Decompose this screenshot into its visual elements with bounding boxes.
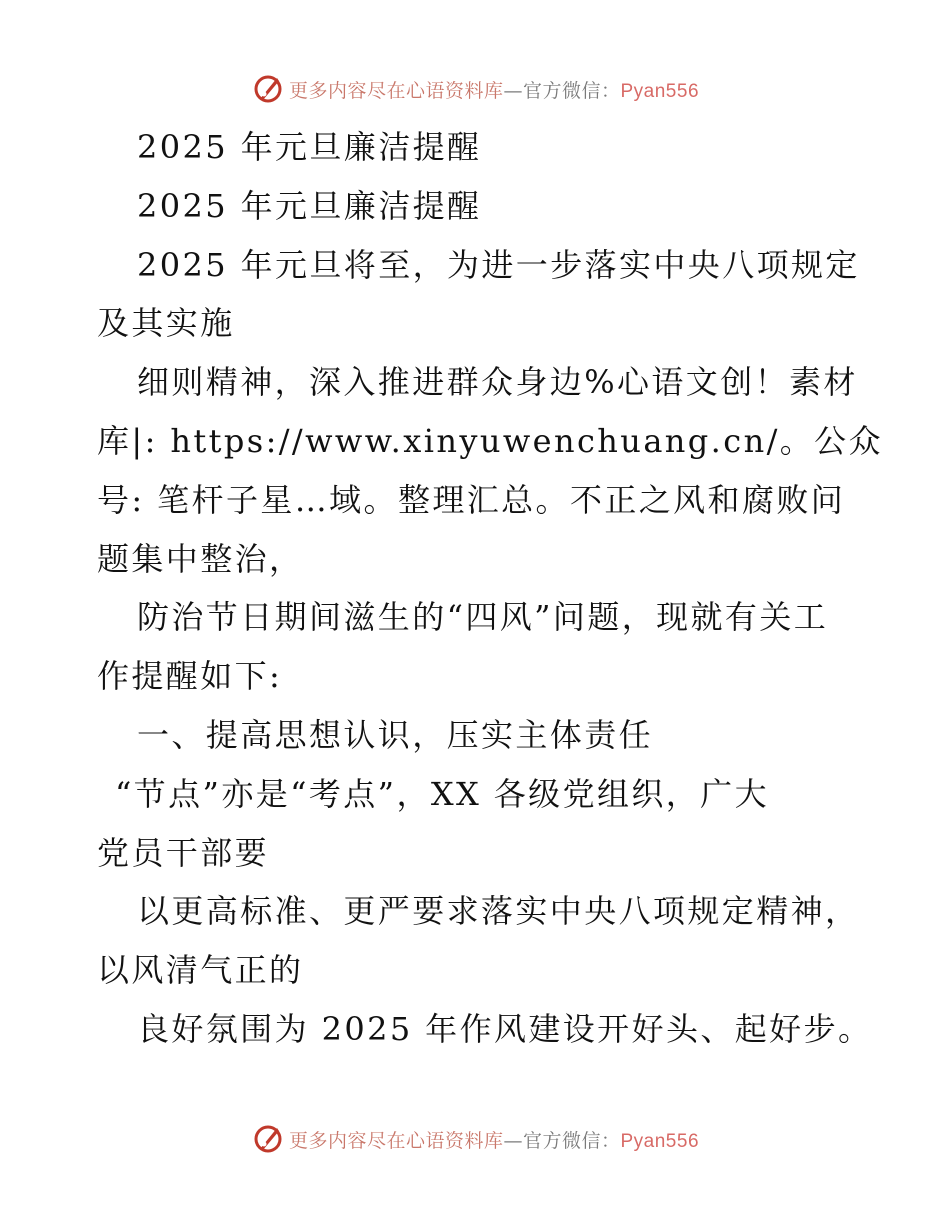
paragraph-line: 以风清气正的	[97, 951, 304, 990]
footer-banner	[0, 1122, 950, 1156]
doc-subtitle: 2025 年元旦廉洁提醒	[137, 186, 482, 225]
paragraph-line: 2025 年元旦将至，为进一步落实中央八项规定	[137, 245, 860, 284]
quill-pen-logo-icon	[251, 1122, 285, 1156]
banner-wechat-id: Pyan556	[620, 80, 700, 102]
section-heading: 一、提高思想认识，压实主体责任	[137, 715, 654, 754]
banner-brand: 更多内容尽在心语资料库	[288, 1129, 504, 1152]
paragraph-line: 良好氛围为 2025 年作风建设开好头、起好步。	[137, 1009, 873, 1048]
paragraph-line: 以更高标准、更严要求落实中央八项规定精神，	[137, 892, 860, 931]
banner-text	[289, 76, 699, 103]
paragraph-line: 及其实施	[97, 304, 235, 343]
banner-wechat-label: 官方微信：	[522, 79, 621, 102]
header-banner	[0, 72, 950, 106]
paragraph-line: 库|: https://www.xinyuwenchuang.cn/。公众	[97, 421, 883, 460]
banner-dash: —	[503, 79, 523, 102]
paragraph-line: 号: 笔杆子星…域。整理汇总。不正之风和腐败问	[97, 480, 846, 519]
banner-dash: —	[503, 1129, 523, 1152]
paragraph-line: 题集中整治，	[97, 539, 304, 578]
document-body	[97, 118, 883, 1059]
banner-wechat-label: 官方微信：	[522, 1129, 621, 1152]
paragraph-line: 防治节日期间滋生的“四风”问题，现就有关工	[137, 598, 829, 637]
paragraph-line: 细则精神，深入推进群众身边%心语文创！素材	[137, 363, 858, 402]
paragraph-line: “节点”亦是“考点”，XX 各级党组织，广大	[115, 774, 769, 813]
banner-wechat-id: Pyan556	[620, 1130, 700, 1152]
banner-text	[289, 1126, 699, 1153]
banner-brand: 更多内容尽在心语资料库	[288, 79, 504, 102]
paragraph-line: 作提醒如下:	[97, 657, 283, 696]
paragraph-line: 党员干部要	[97, 833, 270, 872]
quill-pen-logo-icon	[251, 72, 285, 106]
doc-title: 2025 年元旦廉洁提醒	[137, 128, 482, 166]
